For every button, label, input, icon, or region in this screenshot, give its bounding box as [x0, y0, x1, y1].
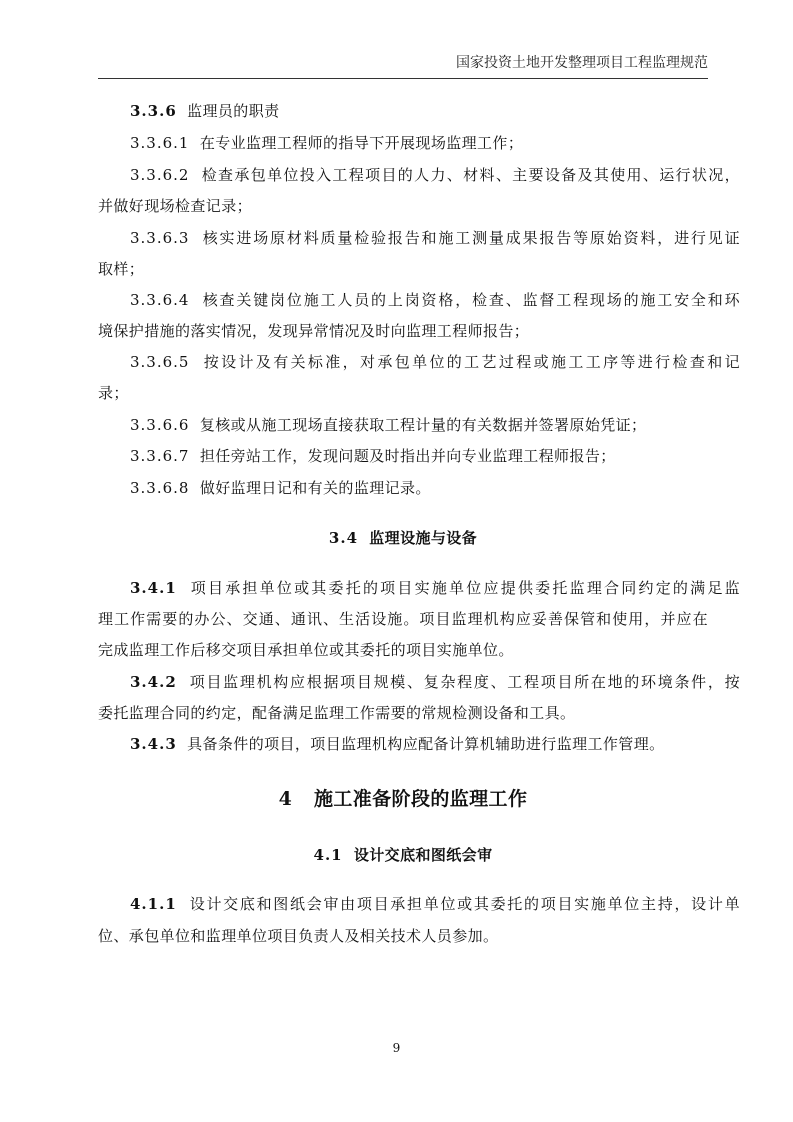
clause-text: 做好监理日记和有关的监理记录。 [199, 479, 431, 497]
section-number: 3.4 [328, 529, 359, 547]
clause-text: 担任旁站工作，发现问题及时指出并向专业监理工程师报告； [199, 447, 616, 465]
clause-number: 3.3.6.7 [130, 447, 190, 465]
header-rule [98, 78, 708, 79]
clause-continuation: 并做好现场检查记录； [98, 197, 253, 215]
clause-number: 3.4.1 [130, 579, 177, 597]
clause-number: 3.3.6.2 [130, 166, 190, 184]
running-header: 国家投资土地开发整理项目工程监理规范 [456, 55, 708, 71]
clause-text: 在专业监理工程师的指导下开展现场监理工作； [199, 134, 524, 152]
clause-continuation: 取样； [98, 260, 145, 278]
clause-text: 项目承担单位或其委托的项目实施单位应提供委托监理合同约定的满足监 [190, 579, 740, 597]
chapter-number: 4 [278, 788, 293, 810]
section-number: 4.1 [313, 846, 343, 864]
clause-3-4-1 [98, 578, 740, 598]
section-title: 设计交底和图纸会审 [353, 846, 493, 864]
clause-3-4-3 [98, 734, 740, 754]
chapter-heading-4 [98, 787, 708, 811]
clause-text: 检查承包单位投入工程项目的人力、材料、主要设备及其使用、运行状况， [201, 166, 740, 184]
clause-continuation: 位、承包单位和监理单位项目负责人及相关技术人员参加。 [98, 927, 499, 945]
clause-number: 3.3.6.1 [130, 134, 190, 152]
clause-3-3-6-8 [98, 478, 740, 498]
clause-continuation: 理工作需要的办公、交通、通讯、生活设施。项目监理机构应妥善保管和使用，并应在 [98, 610, 708, 628]
clause-text: 监理员的职责 [187, 102, 280, 120]
section-heading-4-1 [98, 845, 708, 865]
clause-text: 设计交底和图纸会审由项目承担单位或其委托的项目实施单位主持，设计单 [189, 895, 740, 913]
clause-3-3-6 [98, 101, 740, 121]
clause-number: 4.1.1 [130, 895, 177, 913]
clause-3-3-6-1 [98, 133, 740, 153]
clause-number: 3.3.6.3 [130, 229, 190, 247]
clause-3-3-6-4 [98, 290, 740, 310]
clause-number: 3.3.6.6 [130, 416, 190, 434]
clause-text: 核查关键岗位施工人员的上岗资格，检查、监督工程现场的施工安全和环 [202, 291, 740, 309]
clause-continuation: 境保护措施的落实情况，发现异常情况及时向监理工程师报告； [98, 322, 530, 340]
clause-continuation: 完成监理工作后移交项目承担单位或其委托的项目实施单位。 [98, 641, 514, 659]
clause-text: 按设计及有关标准，对承包单位的工艺过程或施工工序等进行检查和记 [203, 353, 740, 371]
clause-3-3-6-3 [98, 228, 740, 248]
clause-text: 核实进场原材料质量检验报告和施工测量成果报告等原始资料，进行见证 [202, 229, 740, 247]
clause-4-1-1 [98, 894, 740, 914]
clause-3-3-6-2 [98, 165, 740, 185]
clause-3-3-6-6 [98, 415, 740, 435]
clause-3-3-6-7 [98, 446, 740, 466]
clause-3-3-6-5 [98, 352, 740, 372]
clause-continuation: 委托监理合同的约定，配备满足监理工作需要的常规检测设备和工具。 [98, 704, 576, 722]
clause-3-4-2 [98, 672, 740, 692]
clause-number: 3.3.6.8 [130, 479, 190, 497]
section-heading-3-4 [98, 528, 708, 548]
page-number: 9 [392, 1041, 401, 1055]
section-title: 监理设施与设备 [369, 529, 478, 547]
clause-number: 3.3.6.4 [130, 291, 190, 309]
clause-number: 3.3.6 [130, 102, 177, 120]
clause-number: 3.3.6.5 [130, 353, 190, 371]
clause-text: 具备条件的项目，项目监理机构应配备计算机辅助进行监理工作管理。 [187, 735, 665, 753]
clause-text: 复核或从施工现场直接获取工程计量的有关数据并签署原始凭证； [199, 416, 647, 434]
clause-number: 3.4.2 [130, 673, 177, 691]
clause-text: 项目监理机构应根据项目规模、复杂程度、工程项目所在地的环境条件，按 [189, 673, 740, 691]
clause-continuation: 录； [98, 384, 129, 402]
clause-number: 3.4.3 [130, 735, 177, 753]
chapter-title: 施工准备阶段的监理工作 [313, 788, 528, 810]
